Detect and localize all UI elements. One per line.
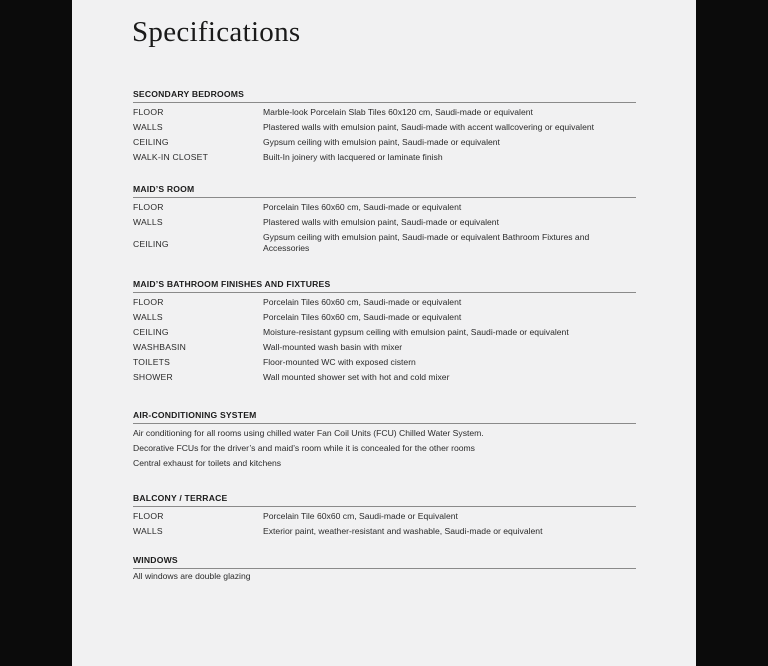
section-title: AIR-CONDITIONING SYSTEM bbox=[133, 410, 636, 424]
section-title: MAID’S ROOM bbox=[133, 184, 636, 198]
spec-row-washbasin bbox=[133, 342, 636, 357]
spec-value: Wall-mounted wash basin with mixer bbox=[263, 342, 403, 352]
section-maids-room bbox=[133, 184, 636, 258]
spec-label: WALLS bbox=[133, 526, 163, 536]
spec-label: TOILETS bbox=[133, 357, 171, 367]
section-title: SECONDARY BEDROOMS bbox=[133, 89, 636, 103]
spec-label: CEILING bbox=[133, 137, 169, 147]
spec-label: CEILING bbox=[133, 327, 169, 337]
spec-line: Air conditioning for all rooms using chilled water Fan Coil Units (FCU) Chilled Water System. bbox=[133, 428, 484, 438]
spec-value: Porcelain Tiles 60x60 cm, Saudi-made or equivalent bbox=[263, 297, 462, 307]
section-windows bbox=[133, 555, 636, 584]
spec-value: Built-In joinery with lacquered or laminate finish bbox=[263, 152, 443, 162]
spec-line: Central exhaust for toilets and kitchens bbox=[133, 458, 282, 468]
spec-row-shower bbox=[133, 372, 636, 387]
section-title: BALCONY / TERRACE bbox=[133, 493, 636, 507]
spec-row-walk-in-closet bbox=[133, 152, 636, 167]
spec-row-floor bbox=[133, 202, 636, 217]
spec-row-walls bbox=[133, 122, 636, 137]
spec-row-walls bbox=[133, 526, 636, 541]
section-balcony-terrace bbox=[133, 493, 636, 541]
spec-row-floor bbox=[133, 107, 636, 122]
spec-row-toilets bbox=[133, 357, 636, 372]
section-title: WINDOWS bbox=[133, 555, 636, 569]
spec-label: WALLS bbox=[133, 122, 163, 132]
spec-value: Gypsum ceiling with emulsion paint, Saudi-made or equivalent Bathroom Fixtures and Accessories bbox=[263, 232, 590, 253]
spec-value: Moisture-resistant gypsum ceiling with emulsion paint, Saudi-made or equivalent bbox=[263, 327, 569, 337]
spec-value: Plastered walls with emulsion paint, Saudi-made with accent wallcovering or equivalent bbox=[263, 122, 595, 132]
spec-row-ceiling bbox=[133, 137, 636, 152]
spec-label: FLOOR bbox=[133, 202, 164, 212]
spec-label: WALK-IN CLOSET bbox=[133, 152, 209, 162]
spec-label: SHOWER bbox=[133, 372, 173, 382]
section-title: MAID’S BATHROOM FINISHES AND FIXTURES bbox=[133, 279, 636, 293]
spec-row-walls bbox=[133, 217, 636, 232]
spec-row-ceiling bbox=[133, 232, 636, 258]
spec-label: CEILING bbox=[133, 239, 169, 249]
spec-row-walls bbox=[133, 312, 636, 327]
spec-value: Plastered walls with emulsion paint, Saudi-made or equivalent bbox=[263, 217, 499, 227]
spec-value: Porcelain Tile 60x60 cm, Saudi-made or Equivalent bbox=[263, 511, 458, 521]
spec-value: Marble-look Porcelain Slab Tiles 60x120 cm, Saudi-made or equivalent bbox=[263, 107, 533, 117]
spec-value: Wall mounted shower set with hot and cold mixer bbox=[263, 372, 450, 382]
spec-row-ceiling bbox=[133, 327, 636, 342]
spec-row-floor bbox=[133, 511, 636, 526]
spec-value: Exterior paint, weather-resistant and washable, Saudi-made or equivalent bbox=[263, 526, 543, 536]
spec-value: Floor-mounted WC with exposed cistern bbox=[263, 357, 416, 367]
spec-label: FLOOR bbox=[133, 297, 164, 307]
spec-label: WALLS bbox=[133, 312, 163, 322]
spec-label: FLOOR bbox=[133, 107, 164, 117]
page-title: Specifications bbox=[132, 16, 301, 48]
spec-label: WALLS bbox=[133, 217, 163, 227]
spec-value: Porcelain Tiles 60x60 cm, Saudi-made or equivalent bbox=[263, 202, 462, 212]
spec-value: Gypsum ceiling with emulsion paint, Saudi-made or equivalent bbox=[263, 137, 500, 147]
spec-value: Porcelain Tiles 60x60 cm, Saudi-made or equivalent bbox=[263, 312, 462, 322]
spec-line: Decorative FCUs for the driver’s and maid’s room while it is concealed for the other rooms bbox=[133, 443, 475, 453]
spec-row-floor bbox=[133, 297, 636, 312]
spec-line: All windows are double glazing bbox=[133, 571, 251, 581]
section-secondary-bedrooms bbox=[133, 89, 636, 167]
spec-label: WASHBASIN bbox=[133, 342, 187, 352]
section-air-conditioning bbox=[133, 410, 636, 471]
section-maids-bathroom bbox=[133, 279, 636, 387]
spec-label: FLOOR bbox=[133, 511, 164, 521]
spec-sheet bbox=[72, 0, 696, 666]
